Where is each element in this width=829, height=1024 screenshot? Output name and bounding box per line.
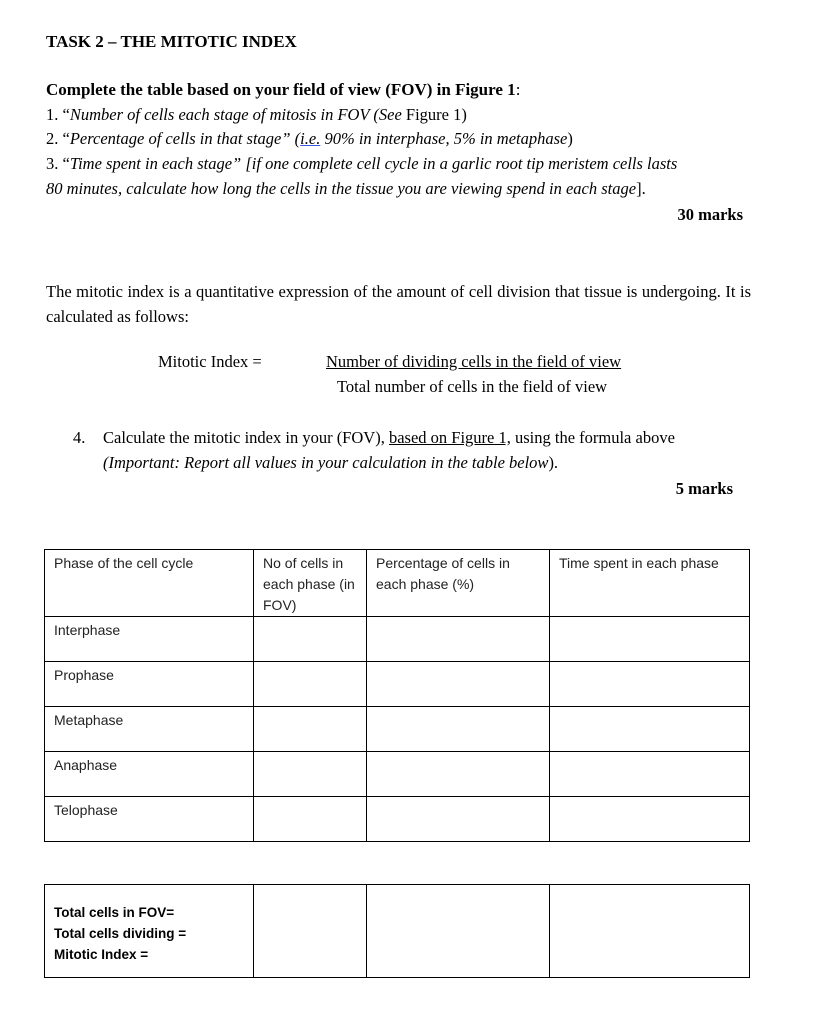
- totals-table: [44, 884, 750, 978]
- totals-row: [45, 885, 750, 978]
- formula-label: Mitotic Index =: [158, 352, 262, 371]
- q4-text-b-italic: (Important: Report all values in your calculation in the table below: [103, 453, 549, 472]
- cell-interphase-time[interactable]: [550, 617, 750, 662]
- totals-cell-3[interactable]: [367, 885, 550, 978]
- marks-5: 5 marks: [675, 479, 733, 498]
- q4-text-b-end: ).: [548, 453, 559, 472]
- q4-text-underlined: based on Figure 1,: [388, 428, 511, 447]
- instruction-item-1: [46, 105, 467, 125]
- cell-metaphase-percentage[interactable]: [367, 707, 550, 752]
- header-no-of-cells: No of cells in each phase (in FOV): [254, 550, 367, 617]
- instruction-item-3: [46, 154, 677, 174]
- item3-italic: Time spent in each stage” [if one complete cell cycle in a garlic root tip meristem cells lasts: [69, 154, 678, 173]
- item3-line2-suffix: ].: [636, 179, 646, 198]
- item1-suffix: Figure 1): [401, 105, 467, 124]
- total-cells-label: Total cells in FOV=: [54, 905, 175, 920]
- cell-prophase-count[interactable]: [254, 662, 367, 707]
- question-4-line-2: [103, 453, 558, 473]
- item3-prefix: 3. “: [46, 154, 70, 173]
- row-label-anaphase: Anaphase: [45, 752, 254, 797]
- totals-cell-2[interactable]: [254, 885, 367, 978]
- cell-metaphase-count[interactable]: [254, 707, 367, 752]
- cell-telophase-time[interactable]: [550, 797, 750, 842]
- marks-30: 30 marks: [677, 205, 743, 224]
- header-phase: Phase of the cell cycle: [45, 550, 254, 617]
- mitotic-index-label: Mitotic Index =: [54, 947, 149, 962]
- formula-numerator: Number of dividing cells in the field of view: [326, 352, 622, 371]
- item1-italic: Number of cells each stage of mitosis in FOV (See: [69, 105, 402, 124]
- cell-interphase-count[interactable]: [254, 617, 367, 662]
- cell-metaphase-time[interactable]: [550, 707, 750, 752]
- cell-prophase-time[interactable]: [550, 662, 750, 707]
- cell-interphase-percentage[interactable]: [367, 617, 550, 662]
- q4-text-a: Calculate the mitotic index in your (FOV),: [103, 428, 389, 447]
- instructions-heading-text: Complete the table based on your field of view (FOV) in Figure 1: [46, 80, 516, 99]
- q4-text-a-end: using the formula above: [510, 428, 675, 447]
- question-4-number: 4.: [73, 428, 86, 447]
- cell-anaphase-percentage[interactable]: [367, 752, 550, 797]
- item2-prefix: 2. “: [46, 129, 70, 148]
- cell-cycle-table: [44, 549, 750, 842]
- totals-labels: [45, 885, 254, 978]
- header-percentage: Percentage of cells in each phase (%): [367, 550, 550, 617]
- table-row: [45, 617, 750, 662]
- item3-line2-italic: 80 minutes, calculate how long the cells in the tissue you are viewing spend in each stage: [46, 179, 637, 198]
- formula-denominator: Total number of cells in the field of view: [337, 377, 608, 396]
- item2-italic: Percentage of cells in that stage” (: [69, 129, 301, 148]
- row-label-prophase: Prophase: [45, 662, 254, 707]
- cell-anaphase-time[interactable]: [550, 752, 750, 797]
- row-label-metaphase: Metaphase: [45, 707, 254, 752]
- instructions-heading: [46, 80, 520, 100]
- item2-italic-end: 90% in interphase, 5% in metaphase: [320, 129, 568, 148]
- cell-anaphase-count[interactable]: [254, 752, 367, 797]
- page-title: TASK 2 – THE MITOTIC INDEX: [46, 32, 297, 51]
- table-header-row: [45, 550, 750, 617]
- item2-ie: i.e.: [300, 129, 321, 148]
- totals-cell-4[interactable]: [550, 885, 750, 978]
- instructions-heading-colon: :: [515, 80, 521, 99]
- cell-telophase-percentage[interactable]: [367, 797, 550, 842]
- instruction-item-2: [46, 129, 573, 149]
- table-row: [45, 752, 750, 797]
- table-row: [45, 707, 750, 752]
- item2-suffix: ): [567, 129, 573, 148]
- total-dividing-label: Total cells dividing =: [54, 926, 187, 941]
- cell-telophase-count[interactable]: [254, 797, 367, 842]
- instruction-item-3-continued: [46, 179, 646, 199]
- table-row: [45, 797, 750, 842]
- row-label-telophase: Telophase: [45, 797, 254, 842]
- mitotic-index-description: The mitotic index is a quantitative expression of the amount of cell division that tissue is undergoing. It is calculated as follows:: [46, 282, 751, 326]
- header-time-spent: Time spent in each phase: [550, 550, 750, 617]
- cell-prophase-percentage[interactable]: [367, 662, 550, 707]
- table-row: [45, 662, 750, 707]
- row-label-interphase: Interphase: [45, 617, 254, 662]
- question-4-line-1: [103, 428, 675, 448]
- item1-prefix: 1. “: [46, 105, 70, 124]
